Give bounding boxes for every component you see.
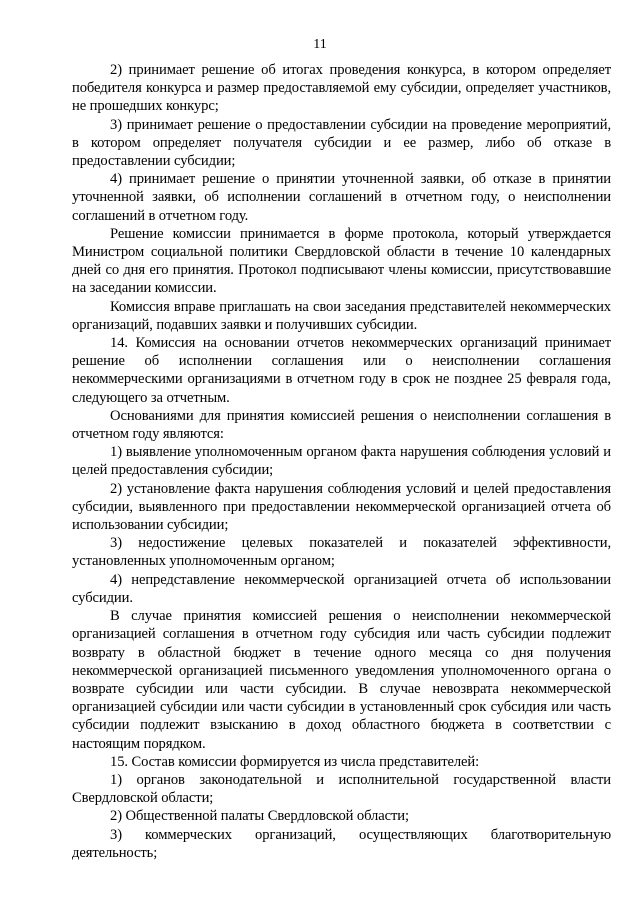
paragraph-section-15: 15. Состав комиссии формируется из числа представителей: <box>110 753 480 770</box>
paragraph-section-14: 14. Комиссия на основании отчетов некоммерческих организаций принимает решение об исполнении соглашения или о неисполнении соглашения некоммерческими организациями в отчетном году в срок не позднее 25 февраля года, следующего за отчетным. <box>72 335 611 406</box>
paragraph-ground-4: 4) непредставление некоммерческой организацией отчета об использовании субсидии. <box>72 571 611 606</box>
paragraph-refund: В случае принятия комиссией решения о неисполнении некоммерческой организацией соглашения в отчетном году субсидия или часть субсидии подлежит возврату в областной бюджет в течение одного месяца со дня получения некоммерческой организацией письменного уведомления уполномоченного органа о возврате субсидии или части субсидии. В случае невозврата некоммерческой организацией субсидии или части субсидии в установленный срок субсидия или часть субсидии подлежит взысканию в доход областного бюджета в соответствии с настоящим порядком. <box>72 608 611 752</box>
paragraph-member-1: 1) органов законодательной и исполнительной государственной власти Свердловской области; <box>72 771 611 807</box>
paragraph-item-2: 2) принимает решение об итогах проведения конкурса, в котором определяет победителя конкурса и размер предоставляемой ему субсидии, определяет участников, не прошедших конкурс; <box>72 62 611 115</box>
paragraph-ground-2: 2) установление факта нарушения соблюдения условий и целей предоставления субсидии, выявленного при предоставлении некоммерческой организацией отчета об использовании субсидии; <box>72 480 611 534</box>
document-body <box>72 61 611 862</box>
paragraph-grounds-intro: Основаниями для принятия комиссией решения о неисполнении соглашения в отчетном году являются: <box>72 407 611 443</box>
paragraph-item-4: 4) принимает решение о принятии уточненной заявки, об отказе в принятии уточненной заявки, об исполнении соглашений в отчетном году, о неисполнении соглашений в отчетном году. <box>72 171 611 224</box>
paragraph-ground-1: 1) выявление уполномоченным органом факта нарушения соблюдения условий и целей предоставления субсидии; <box>72 444 611 479</box>
paragraph-member-2: 2) Общественной палаты Свердловской области; <box>110 808 409 825</box>
paragraph-invitations: Комиссия вправе приглашать на свои заседания представителей некоммерческих организаций, подавших заявки и получивших субсидии. <box>72 298 611 333</box>
paragraph-ground-3: 3) недостижение целевых показателей и показателей эффективности, установленных уполномоченным органом; <box>72 535 611 570</box>
page-number: 11 <box>313 37 327 52</box>
paragraph-protocol: Решение комиссии принимается в форме протокола, который утверждается Министром социальной политики Свердловской области в течение 10 календарных дней со дня его принятия. Протокол подписывают члены комиссии, присутствовавшие на заседании комиссии. <box>72 225 611 297</box>
paragraph-member-3: 3) коммерческих организаций, осуществляющих благотворительную деятельность; <box>72 826 611 861</box>
paragraph-item-3: 3) принимает решение о предоставлении субсидии на проведение мероприятий, в котором определяет получателя субсидии и ее размер, либо об отказе в предоставлении субсидии; <box>72 116 611 170</box>
